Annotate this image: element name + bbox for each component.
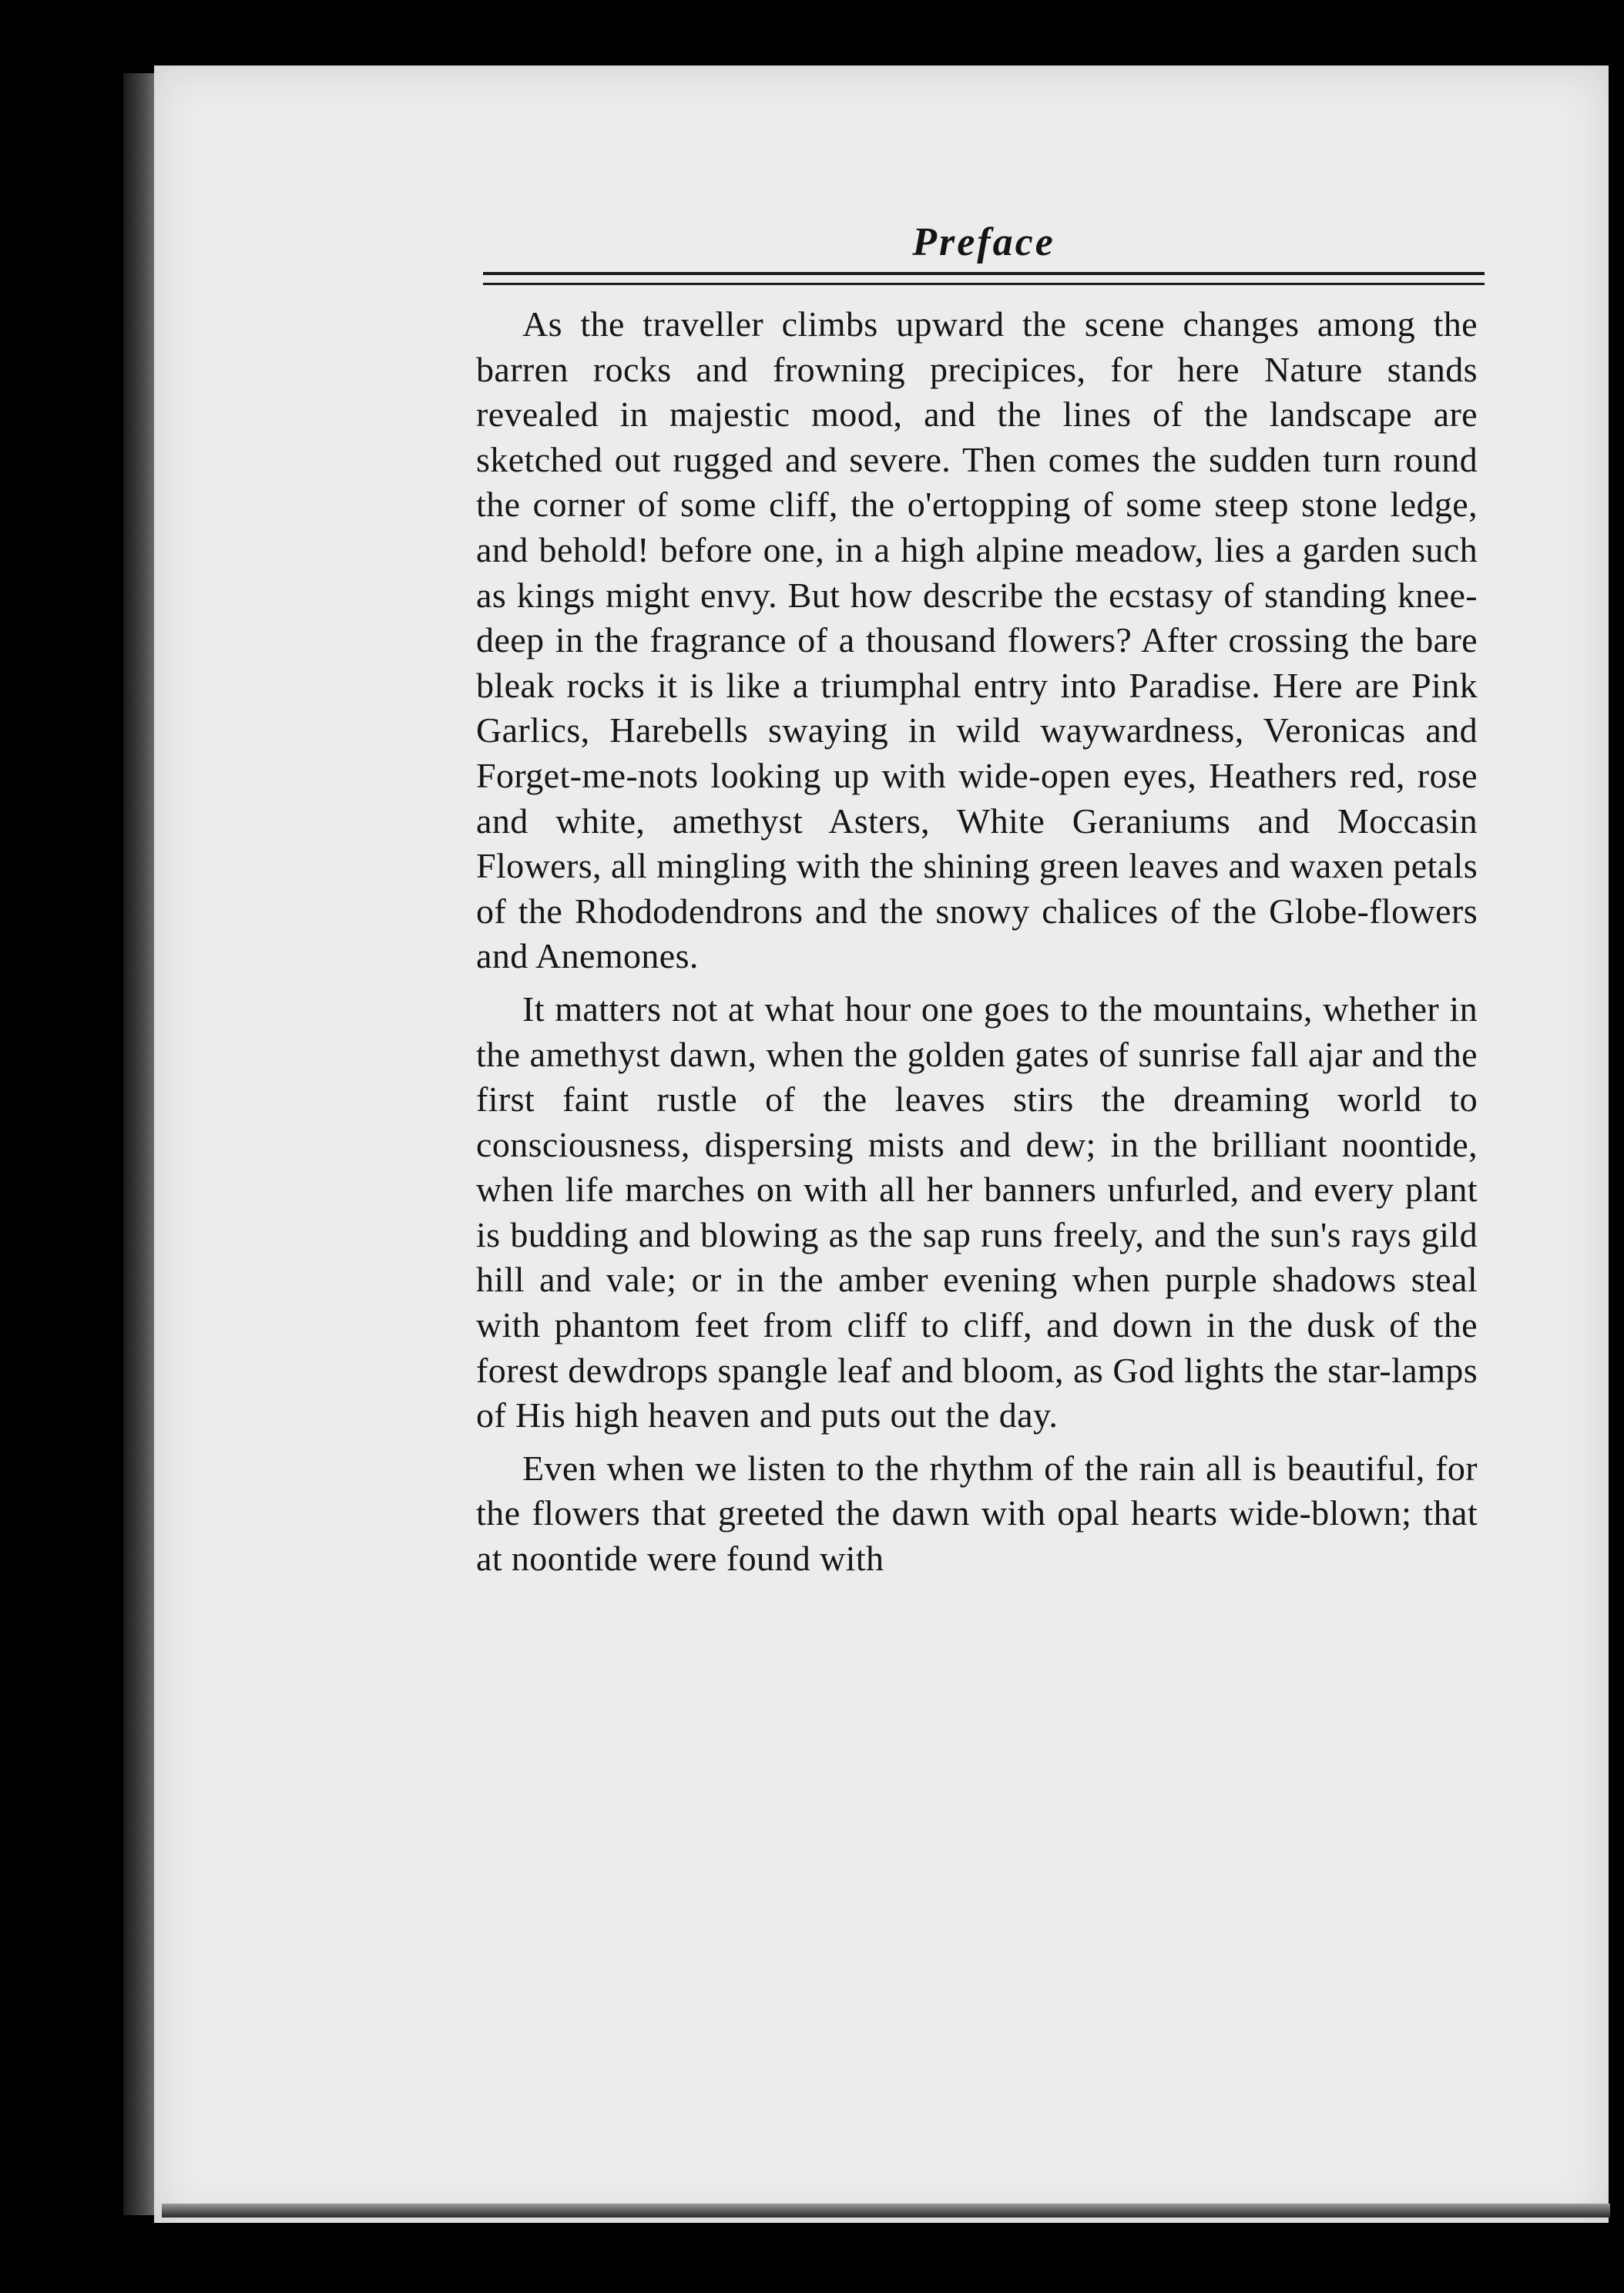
- paragraph: As the traveller climbs upward the scene changes among the barren rocks and frowning precipices, for here Nature stands revealed in majestic mood, and the lines of the landscape are sketched out rugged and severe. Then comes the sudden turn round the corner of some cliff, the o'ertopping of some steep stone ledge, and behold! before one, in a high alpine meadow, lies a garden such as kings might envy. But how describe the ecstasy of standing knee-deep in the fragrance of a thousand flowers? After crossing the bare bleak rocks it is like a triumphal entry into Paradise. Here are Pink Garlics, Harebells swaying in wild waywardness, Veronicas and Forget-me-nots looking up with wide-open eyes, Heathers red, rose and white, amethyst Asters, White Geraniums and Moccasin Flowers, all mingling with the shining green leaves and waxen petals of the Rhododendrons and the snowy chalices of the Globe-flowers and Anemones.: [476, 304, 1478, 976]
- paragraph: Even when we listen to the rhythm of the rain all is beautiful, for the flowers that greeted the dawn with opal hearts wide-blown; that at noontide were found with: [476, 1448, 1478, 1579]
- page-bottom-edge: [162, 2204, 1610, 2217]
- body-text: [476, 302, 1478, 1582]
- running-head: Preface: [912, 220, 1055, 264]
- header-rule-secondary: [483, 283, 1485, 285]
- paragraph: It matters not at what hour one goes to the mountains, whether in the amethyst dawn, when the golden gates of sunrise fall ajar and the first faint rustle of the leaves stirs the dreaming world to consciousness, dispersing mists and dew; in the brilliant noontide, when life marches on with all her banners unfurled, and every plant is budding and blowing as the sap runs freely, and the sun's rays gild hill and vale; or in the amber evening when purple shadows steal with phantom feet from cliff to cliff, and down in the dusk of the forest dewdrops spangle leaf and bloom, as God lights the star-lamps of His high heaven and puts out the day.: [476, 989, 1478, 1435]
- header-rule: [483, 272, 1485, 275]
- page-header: [483, 220, 1485, 304]
